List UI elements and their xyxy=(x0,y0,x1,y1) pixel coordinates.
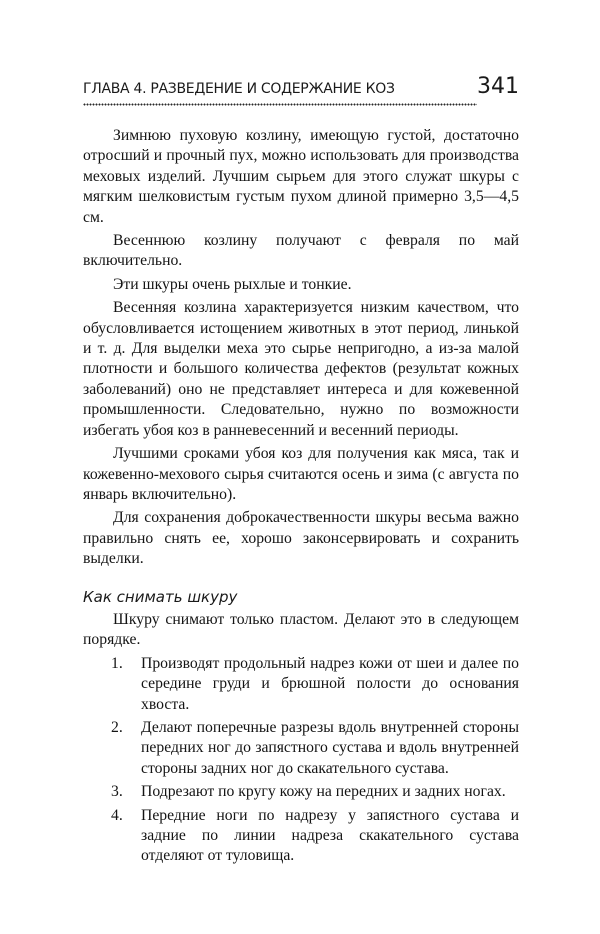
paragraph: Зимнюю пуховую козлину, имеющую густой, достаточно отросший и прочный пух, можно использовать для производства меховых изделий. Лучшим сырьем для этого служат шкуры с мягким шелковистым густым пухом длиной примерно 3,5—4,5 см. xyxy=(83,127,519,226)
steps-list xyxy=(83,654,519,867)
paragraph: Весеннюю козлину получают с февраля по май включительно. xyxy=(83,232,519,270)
paragraph: Лучшими сроками убоя коз для получения как мяса, так и кожевенно-мехового сырья считаются осень и зима (с августа по январь включительно). xyxy=(83,445,519,503)
header-dotted-rule xyxy=(83,103,477,106)
section-heading: Как снимать шкуру xyxy=(83,587,238,606)
step-number: 2. xyxy=(111,718,123,736)
step-text: Делают поперечные разрезы вдоль внутренней стороны передних ног до запястного сустава и вдоль внутренней стороны задних ног до скакательного сустава. xyxy=(141,718,519,777)
section-intro: Шкуру снимают только пластом. Делают это в следующем порядке. xyxy=(83,610,519,649)
paragraph: Для сохранения доброкачественности шкуры весьма важно правильно снять ее, хорошо законсервировать и сохранить выделки. xyxy=(83,509,519,568)
paragraph: Весенняя козлина характеризуется низким качеством, что обусловливается истощением животных в этот период, линькой и т. д. Для выделки меха это сырье непригодно, а из-за малой плотности и большого количества дефектов (результат кожных заболеваний) оно не представляет интереса и для кожевенной промышленности. Следовательно, нужно по возможности избегать убоя коз в ранневесенний и весенний периоды. xyxy=(83,299,519,439)
step-number: 3. xyxy=(111,783,123,801)
step-number: 1. xyxy=(111,654,123,672)
list-item xyxy=(83,718,519,779)
list-item xyxy=(83,806,519,867)
list-item xyxy=(83,654,519,715)
step-text: Подрезают по кругу кожу на передних и задних ногах. xyxy=(141,783,506,801)
step-text: Передние ноги по надрезу у запястного сустава и задние по линии надреза скакательного сустава отделяют от туловища. xyxy=(141,806,519,865)
running-header xyxy=(83,74,519,110)
step-text: Производят продольный надрез кожи от шеи и далее по середине груди и брюшной полости до основания хвоста. xyxy=(141,654,519,713)
step-number: 4. xyxy=(111,806,123,824)
chapter-title: ГЛАВА 4. РАЗВЕДЕНИЕ И СОДЕРЖАНИЕ КОЗ xyxy=(83,81,395,97)
list-item xyxy=(83,782,519,802)
body-text xyxy=(83,126,519,870)
page-number: 341 xyxy=(477,74,519,99)
paragraph: Эти шкуры очень рыхлые и тонкие. xyxy=(113,275,352,293)
